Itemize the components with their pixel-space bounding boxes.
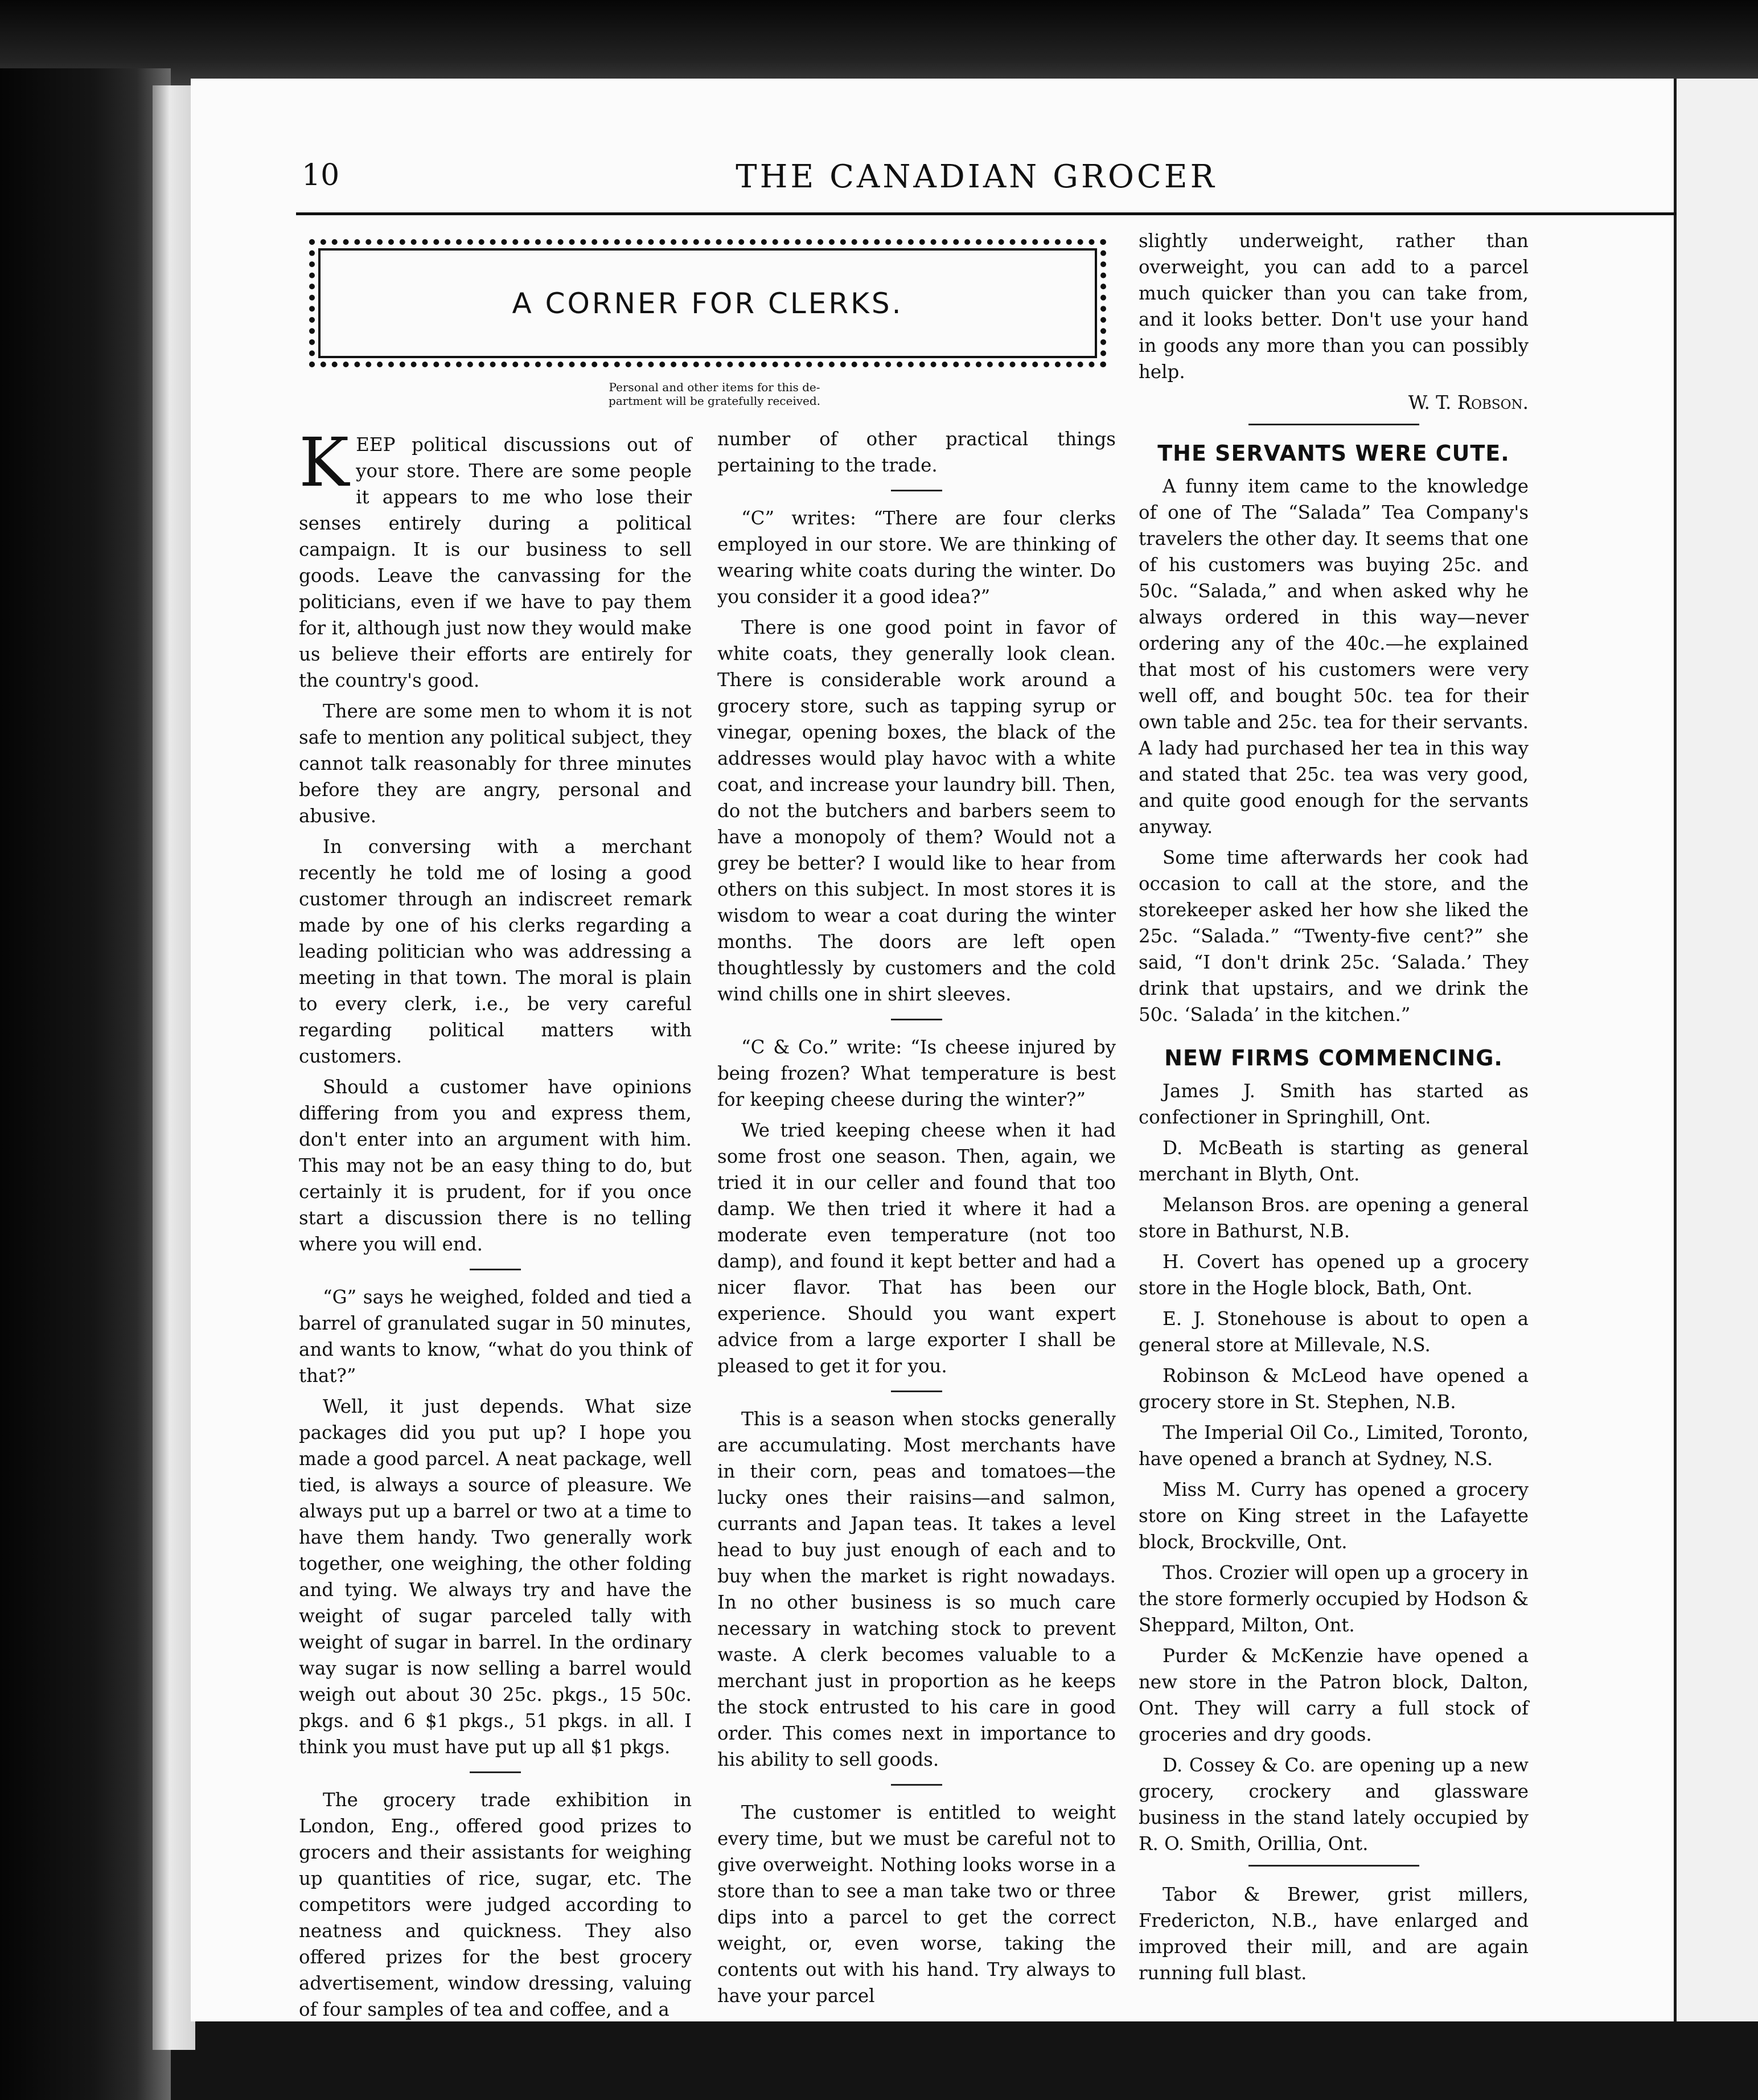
page-number: 10 (302, 158, 340, 192)
paragraph: A funny item came to the knowledge of one of The “Salada” Tea Company's travelers the other day. It seems that one of his customers was buying 25c. and 50c. “Salada,” and when asked why he always ordered in this way—never ordering any of the 40c.—he explained that most of his customers were very well off, and bought 50c. tea for their own table and 25c. tea for their servants. A lady had purchased her tea in this way and stated that 25c. tea was very good, and quite good enough for the servants anyway. (1139, 475, 1529, 838)
signature: W. T. Robson. (1408, 392, 1529, 413)
corner-title: A CORNER FOR CLERKS. (512, 286, 903, 320)
firm-item: Melanson Bros. are opening a general store in Bathurst, N.B. (1139, 1194, 1529, 1242)
paragraph: In conversing with a merchant recently he told me of losing a good customer through an indiscreet remark made by one of his clerks regarding a leading politician who was addressing a meeting in that town. The moral is plain to every clerk, i.e., be very careful regarding political matters with customers. (299, 836, 692, 1067)
firm-item: Thos. Crozier will open up a grocery in the store formerly occupied by Hodson & Sheppard, Milton, Ont. (1139, 1562, 1529, 1636)
section-heading: THE SERVANTS WERE CUTE. (1157, 441, 1510, 466)
section-separator (470, 1771, 521, 1773)
header-rule (296, 212, 1677, 215)
paragraph: There is one good point in favor of white coats, they generally look clean. There is considerable work around a grocery store, such as tapping syrup or vinegar, opening boxes, the black of the addresses would play havoc with a white coat, and increase your laundry bill. Then, do not the butchers and barbers seem to have a monopoly of them? Would not a grey be better? I would like to hear from others on this subject. In most stores it is wisdom to wear a coat during the winter months. The doors are left open thoughtlessly by customers and the cold wind chills one in shirt sleeves. (717, 617, 1116, 1005)
paragraph-text: EEP political discussions out of your store. There are some people it appears to me who lose their senses entirely during a political campaign. It is our business to sell goods. Leave the canvassing for the politicians, even if we have to pay them for it, although just now they would make us believe their efforts are entirely for the country's good. (299, 434, 692, 691)
corner-title-box (309, 239, 1106, 367)
firm-item: Purder & McKenzie have opened a new store in the Patron block, Dalton, Ont. They will carry a full stock of groceries and dry goods. (1139, 1645, 1529, 1745)
paragraph: Well, it just depends. What size packages did you put up? I hope you made a good parcel. A neat package, well tied, is always a source of pleasure. We always put up a barrel or two at a time to have them handy. Two generally work together, one weighing, the other folding and tying. We always try and have the weight of sugar parceled tally with weight of sugar in barrel. In the ordinary way sugar is now selling a barrel would weigh out about 30 25c. pkgs., 15 50c. pkgs. and 6 $1 pkgs., 51 pkgs. in all. I think you must have put up all $1 pkgs. (299, 1396, 692, 1758)
paragraph: Some time afterwards her cook had occasion to call at the store, and the storekeeper asked her how she liked the 25c. “Salada.” “Twenty-five cent?” she said, “I don't drink 25c. ‘Salada.’ They drink that upstairs, and we drink the 50c. ‘Salada’ in the kitchen.” (1139, 847, 1529, 1026)
paragraph: This is a season when stocks generally are accumulating. Most merchants have in their corn, peas and tomatoes—the lucky ones their raisins—and salmon, currants and Japan teas. It takes a level head to buy just enough of each and to buy when the market is right nowadays. In no other business is so much care necessary in watching stock to prevent waste. A clerk becomes valuable to a merchant just in proportion as he keeps the stock entrusted to his care in good order. This comes next in importance to his ability to sell goods. (717, 1408, 1116, 1770)
paragraph: slightly underweight, rather than overweight, you can add to a parcel much quicker than you can take from, and it looks better. Don't use your hand in goods any more than you can possibly help. (1139, 230, 1529, 383)
newspaper-page (191, 79, 1758, 2021)
section-separator (1248, 424, 1419, 425)
corner-note (555, 380, 874, 408)
firm-item: H. Covert has opened up a grocery store in the Hogle block, Bath, Ont. (1139, 1251, 1529, 1299)
section-separator (1248, 1865, 1419, 1867)
scan-background-left (0, 68, 171, 2100)
paragraph: “C” writes: “There are four clerks employed in our store. We are thinking of wearing white coats during the winter. Do you consider it a good idea?” (717, 507, 1116, 608)
page-edge (153, 85, 195, 2050)
paragraph: The grocery trade exhibition in London, Eng., offered good prizes to grocers and their assistants for weighing up quantities of rice, sugar, etc. The competitors were judged according to neatness and quickness. They also offered prizes for the best grocery advertisement, window dressing, valuing of four samples of tea and coffee, and a (299, 1789, 692, 2020)
paragraph: “C & Co.” write: “Is cheese injured by being frozen? What temperature is best for keeping cheese during the winter?” (717, 1036, 1116, 1110)
firm-item: D. Cossey & Co. are opening up a new grocery, crockery and glassware business in the stand lately occupied by R. O. Smith, Orillia, Ont. (1139, 1754, 1529, 1855)
corner-note-line: Personal and other items for this de- (609, 380, 820, 394)
paragraph: number of other practical things pertaining to the trade. (717, 428, 1116, 476)
firm-item: The Imperial Oil Co., Limited, Toronto, have opened a branch at Sydney, N.S. (1139, 1422, 1529, 1470)
corner-note-line: partment will be gratefully received. (608, 394, 821, 408)
section-separator (891, 1019, 942, 1020)
paragraph: We tried keeping cheese when it had some frost one season. Then, again, we tried it in our celler and found that too damp. We then tried it where it had a moderate even temperature (not too damp), and found it kept better and had a nicer flavor. That has been our experience. Should you want expert advice from a large exporter I shall be pleased to get it for you. (717, 1119, 1116, 1377)
firm-item: James J. Smith has started as confectioner in Springhill, Ont. (1139, 1080, 1529, 1128)
paragraph (299, 423, 692, 694)
firm-item: Robinson & McLeod have opened a grocery store in St. Stephen, N.B. (1139, 1365, 1529, 1413)
paragraph: There are some men to whom it is not safe to mention any political subject, they cannot talk reasonably for three minutes before they are angry, personal and abusive. (299, 700, 692, 827)
facing-page-strip (1677, 79, 1758, 2021)
column-3 (1139, 228, 1529, 1991)
running-head: THE CANADIAN GROCER (736, 158, 1217, 195)
firm-item: D. McBeath is starting as general merchant in Blyth, Ont. (1139, 1137, 1529, 1185)
section-heading: NEW FIRMS COMMENCING. (1164, 1045, 1503, 1070)
firm-item: Miss M. Curry has opened a grocery store on King street in the Lafayette block, Brockville, Ont. (1139, 1479, 1529, 1553)
column-1 (299, 423, 692, 2027)
firms-list (1139, 1078, 1529, 1857)
drop-cap: K (299, 423, 350, 502)
paragraph: The customer is entitled to weight every time, but we must be careful not to give overweight. Nothing looks worse in a store than to see a man take two or three dips into a parcel to get the correct weight, or, even worse, taking the contents out with his hand. Try always to have your parcel (717, 1802, 1116, 2007)
section-separator (891, 1391, 942, 1392)
paragraph: Should a customer have opinions differing from you and express them, don't enter into an argument with him. This may not be an easy thing to do, but certainly it is prudent, for if you once start a discussion there is no telling where you will end. (299, 1076, 692, 1255)
scan-background-top (0, 0, 1758, 85)
section-separator (470, 1269, 521, 1270)
section-separator (891, 1784, 942, 1786)
page-fold-rule (1674, 79, 1677, 2021)
paragraph: Tabor & Brewer, grist millers, Fredericton, N.B., have enlarged and improved their mill, and are again running full blast. (1139, 1884, 1529, 1984)
firm-item: E. J. Stonehouse is about to open a general store at Millevale, N.S. (1139, 1308, 1529, 1356)
paragraph: “G” says he weighed, folded and tied a barrel of granulated sugar in 50 minutes, and wants to know, “what do you think of that?” (299, 1286, 692, 1387)
section-separator (891, 490, 942, 491)
column-2 (717, 426, 1116, 2013)
